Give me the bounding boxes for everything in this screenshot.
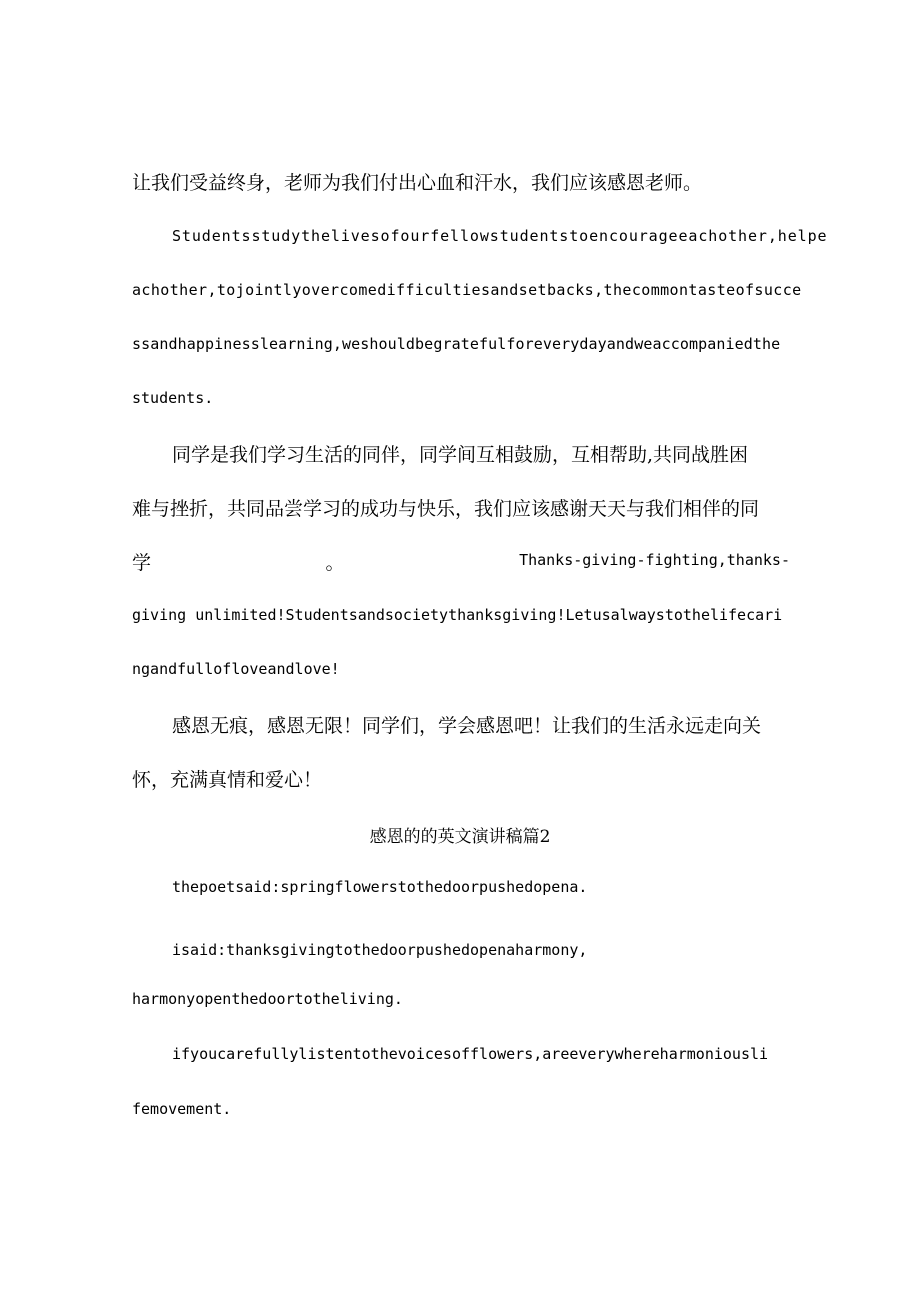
text-line-8-c: Thanks-giving-fighting,thanks-	[519, 551, 790, 569]
text-line-2: Studentsstudythelivesofourfellowstudentstoencourageeachother,helpe	[172, 227, 828, 245]
section-heading: 感恩的的英文演讲稿篇2	[369, 827, 551, 847]
text-line-3: achother,tojointlyovercomedifficultiesandsetbacks,thecommontasteofsucce	[132, 281, 802, 299]
text-line-7: 难与挫折，共同品尝学习的成功与快乐，我们应该感谢天天与我们相伴的同	[132, 498, 760, 520]
paragraph2-line-1: thepoetsaid:springflowerstothedoorpushedopena.	[172, 878, 588, 896]
text-line-8-a: 学	[132, 552, 152, 574]
text-line-1: 让我们受益终身，老师为我们付出心血和汗水，我们应该感恩老师。	[132, 172, 703, 194]
paragraph2-line-4: ifyoucarefullylistentothevoicesofflowers,areeverywhereharmoniousli	[172, 1045, 769, 1063]
text-line-6: 同学是我们学习生活的同伴，同学间互相鼓励，互相帮助,共同战胜困	[172, 444, 749, 466]
text-line-4: ssandhappinesslearning,weshouldbegratefulforeverydayandweaccompaniedthe	[132, 335, 781, 353]
paragraph2-line-2: isaid:thanksgivingtothedoorpushedopenaharmony,	[172, 941, 588, 959]
text-line-12: 怀，充满真情和爱心！	[132, 769, 323, 791]
text-line-9: giving unlimited!Studentsandsocietythanksgiving!Letusalwaystothelifecari	[132, 606, 783, 624]
paragraph2-line-3: harmonyopenthedoortotheliving.	[132, 990, 403, 1008]
text-line-8	[132, 548, 790, 575]
paragraph2-line-5: femovement.	[132, 1100, 232, 1118]
text-line-5: students.	[132, 389, 214, 407]
text-line-8-b: 。	[325, 552, 345, 574]
text-line-11: 感恩无痕，感恩无限！同学们，学会感恩吧！让我们的生活永远走向关	[172, 715, 762, 737]
text-line-10: ngandfullofloveandlove!	[132, 660, 340, 678]
